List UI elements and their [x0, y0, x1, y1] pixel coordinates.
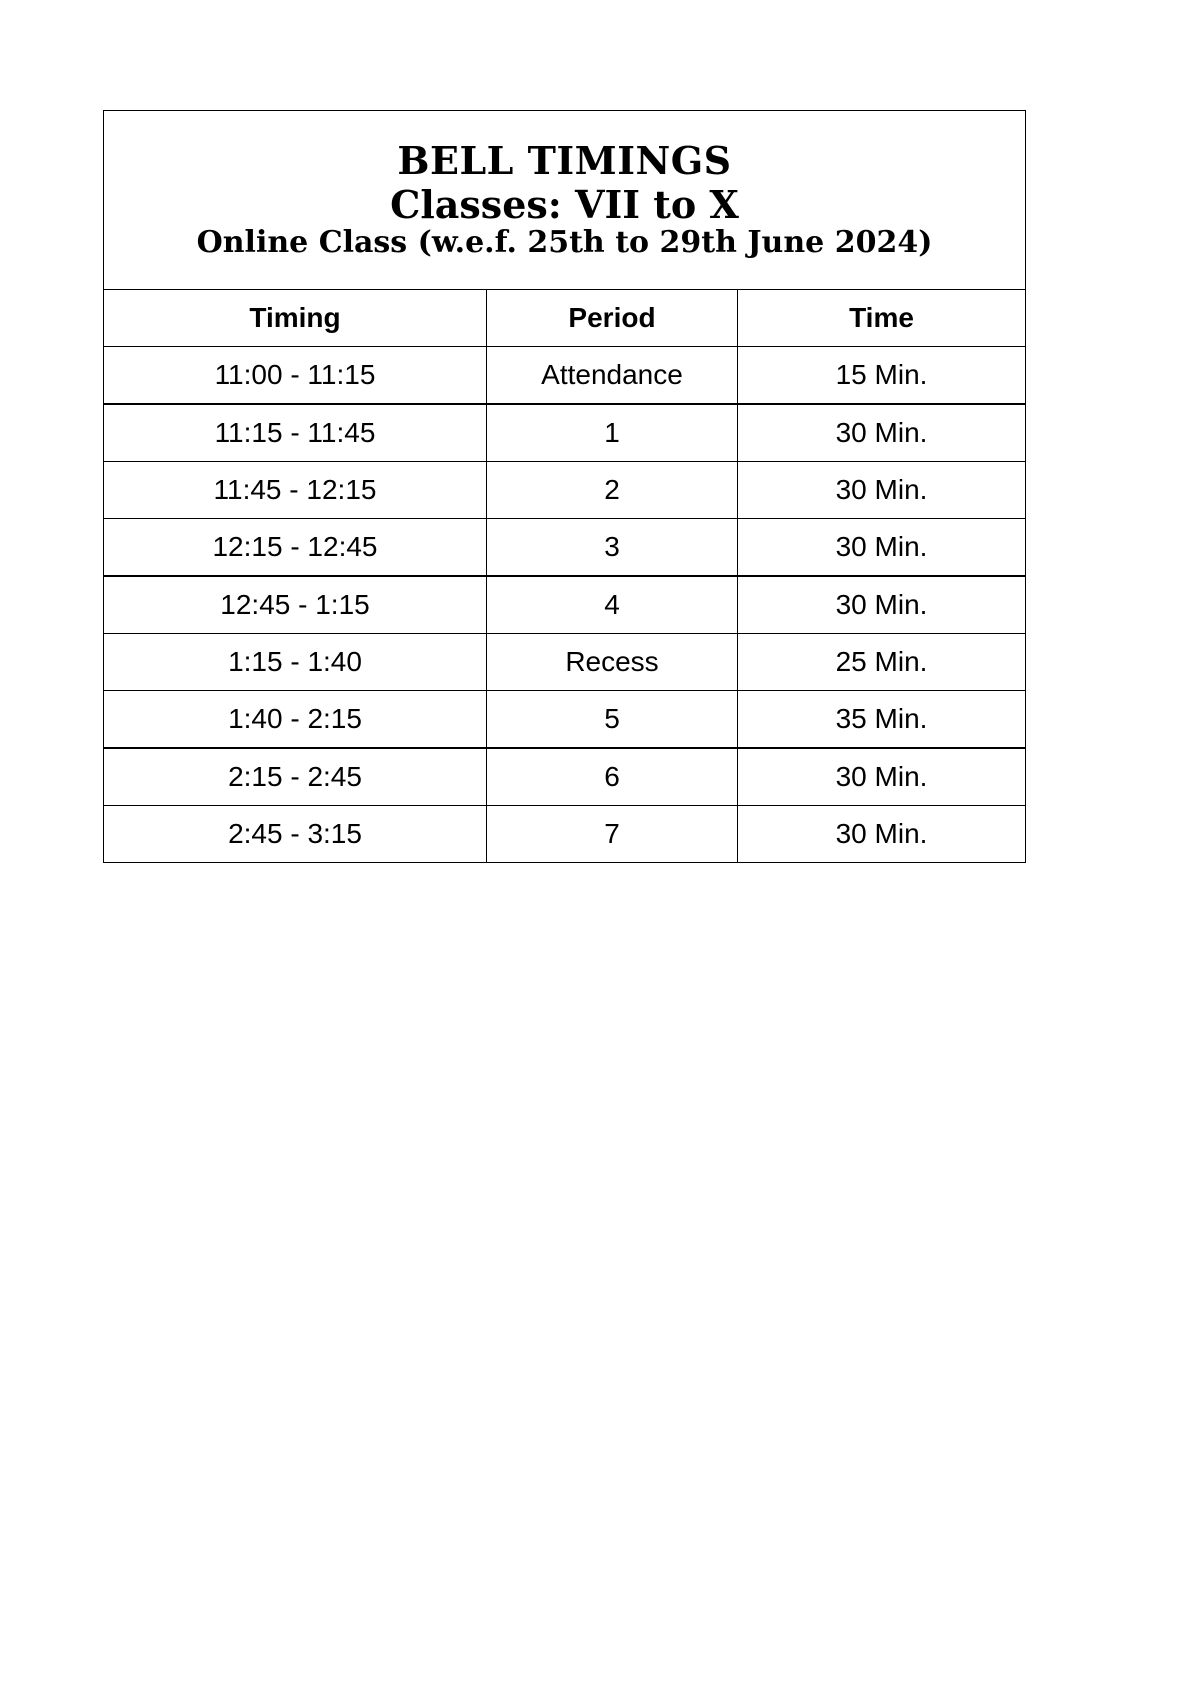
table-row — [104, 404, 1026, 462]
cell-period: 7 — [487, 806, 738, 863]
title-row — [104, 111, 1026, 290]
cell-time: 30 Min. — [738, 748, 1026, 806]
classes-subtitle: Classes: VII to X — [390, 181, 739, 227]
cell-timing: 12:45 - 1:15 — [104, 576, 487, 634]
cell-time: 15 Min. — [738, 347, 1026, 405]
cell-time: 30 Min. — [738, 462, 1026, 519]
cell-period: Recess — [487, 634, 738, 691]
cell-timing: 2:15 - 2:45 — [104, 748, 487, 806]
cell-timing: 11:15 - 11:45 — [104, 404, 487, 462]
cell-timing: 12:15 - 12:45 — [104, 519, 487, 577]
table-row — [104, 634, 1026, 691]
cell-timing: 11:45 - 12:15 — [104, 462, 487, 519]
cell-period: 3 — [487, 519, 738, 577]
header-timing: Timing — [104, 290, 487, 347]
cell-time: 30 Min. — [738, 806, 1026, 863]
table-row — [104, 462, 1026, 519]
title-cell — [104, 111, 1026, 290]
table-row — [104, 347, 1026, 405]
cell-period: 1 — [487, 404, 738, 462]
cell-period: Attendance — [487, 347, 738, 405]
header-time: Time — [738, 290, 1026, 347]
cell-period: 4 — [487, 576, 738, 634]
header-period: Period — [487, 290, 738, 347]
cell-time: 35 Min. — [738, 691, 1026, 749]
table-row — [104, 691, 1026, 749]
cell-timing: 1:40 - 2:15 — [104, 691, 487, 749]
cell-time: 30 Min. — [738, 519, 1026, 577]
online-class-note: Online Class (w.e.f. 25th to 29th June 2024) — [196, 225, 933, 261]
cell-period: 2 — [487, 462, 738, 519]
table-row — [104, 806, 1026, 863]
cell-period: 5 — [487, 691, 738, 749]
bell-timings-table — [103, 110, 1026, 863]
cell-time: 30 Min. — [738, 576, 1026, 634]
document-title: BELL TIMINGS — [397, 138, 732, 184]
cell-period: 6 — [487, 748, 738, 806]
table-row — [104, 748, 1026, 806]
table-row — [104, 576, 1026, 634]
cell-timing: 1:15 - 1:40 — [104, 634, 487, 691]
cell-time: 30 Min. — [738, 404, 1026, 462]
cell-timing: 11:00 - 11:15 — [104, 347, 487, 405]
cell-timing: 2:45 - 3:15 — [104, 806, 487, 863]
table-row — [104, 519, 1026, 577]
header-row — [104, 290, 1026, 347]
cell-time: 25 Min. — [738, 634, 1026, 691]
